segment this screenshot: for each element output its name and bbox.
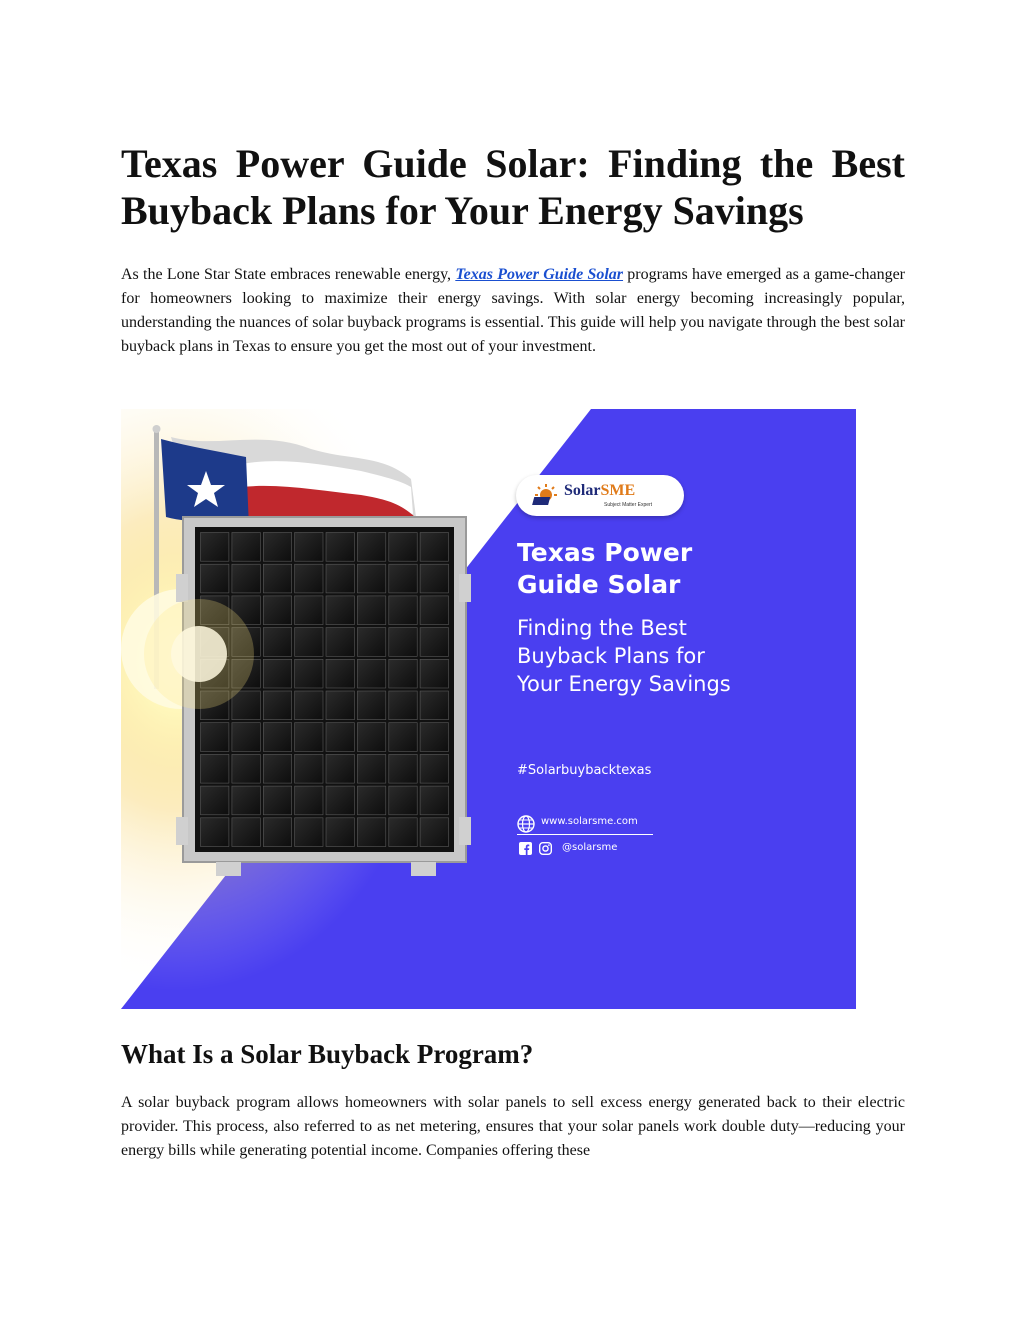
panel-cell bbox=[295, 596, 323, 625]
panel-cell bbox=[357, 786, 385, 815]
section-heading: What Is a Solar Buyback Program? bbox=[121, 1039, 534, 1069]
intro-text-after: programs have emerged as a game-changer for homeowners looking to maximize their energy savings. With solar energy becoming increasingly popular, understanding the nuances of solar buyback programs is essential. This guide will help you navigate through the best solar buyback plans in Texas to ensure you get the most out of your investment. bbox=[121, 266, 906, 355]
banner-artwork bbox=[121, 409, 856, 1009]
panel-cell bbox=[357, 691, 385, 720]
banner-heading-line-1: Texas Power bbox=[517, 538, 693, 567]
panel-cell bbox=[326, 754, 354, 783]
panel-cell bbox=[357, 564, 385, 593]
panel-cell bbox=[420, 754, 448, 783]
page-title bbox=[121, 140, 905, 234]
panel-cell bbox=[263, 533, 291, 562]
panel-cell bbox=[201, 564, 229, 593]
panel-cell bbox=[326, 533, 354, 562]
panel-cell bbox=[389, 786, 417, 815]
panel-cell bbox=[389, 596, 417, 625]
website-text: www.solarsme.com bbox=[541, 816, 638, 827]
panel-cell bbox=[389, 723, 417, 752]
panel-cell bbox=[295, 723, 323, 752]
panel-cell bbox=[295, 659, 323, 688]
banner-heading-line-2: Guide Solar bbox=[517, 570, 681, 599]
globe-icon bbox=[517, 815, 535, 833]
texas-power-guide-solar-link[interactable]: Texas Power Guide Solar bbox=[455, 266, 624, 283]
social-handle-text: @solarsme bbox=[562, 842, 618, 853]
banner-heading bbox=[517, 537, 847, 601]
banner-hashtag: #Solarbuybacktexas bbox=[517, 763, 652, 778]
panel-cell bbox=[263, 659, 291, 688]
panel-cell bbox=[232, 564, 260, 593]
panel-cell bbox=[389, 564, 417, 593]
panel-cell bbox=[232, 754, 260, 783]
panel-cell bbox=[232, 818, 260, 847]
panel-cell bbox=[295, 691, 323, 720]
panel-cell bbox=[295, 533, 323, 562]
panel-cell bbox=[420, 533, 448, 562]
panel-cell bbox=[326, 659, 354, 688]
title-line-2: Buyback Plans for Your Energy Savings bbox=[121, 188, 804, 233]
logo-accent-text: SME bbox=[600, 482, 636, 499]
panel-cell bbox=[389, 754, 417, 783]
instagram-icon bbox=[539, 842, 552, 855]
banner-website bbox=[517, 814, 653, 835]
banner-subheading-line-3: Your Energy Savings bbox=[517, 672, 731, 696]
banner-subheading bbox=[517, 614, 847, 698]
banner-subheading-line-1: Finding the Best bbox=[517, 616, 687, 640]
panel-cell bbox=[357, 659, 385, 688]
panel-cell bbox=[326, 628, 354, 657]
panel-cell bbox=[420, 628, 448, 657]
panel-cell bbox=[420, 723, 448, 752]
panel-cell bbox=[357, 818, 385, 847]
panel-cell bbox=[263, 691, 291, 720]
banner-subheading-line-2: Buyback Plans for bbox=[517, 644, 705, 668]
panel-cell bbox=[389, 628, 417, 657]
panel-cell bbox=[263, 723, 291, 752]
logo-tagline: Subject Matter Expert bbox=[604, 502, 653, 508]
panel-cell bbox=[357, 723, 385, 752]
intro-paragraph bbox=[121, 263, 905, 359]
panel-cell bbox=[326, 691, 354, 720]
panel-cell bbox=[326, 564, 354, 593]
title-line-1: Texas Power Guide Solar: Finding the Best bbox=[121, 141, 905, 186]
panel-cell bbox=[326, 723, 354, 752]
panel-cell bbox=[420, 596, 448, 625]
intro-text-before: As the Lone Star State embraces renewable energy, bbox=[121, 266, 456, 283]
panel-cell bbox=[263, 564, 291, 593]
panel-cell bbox=[295, 818, 323, 847]
panel-cell bbox=[201, 533, 229, 562]
panel-cell bbox=[232, 723, 260, 752]
panel-cell bbox=[232, 786, 260, 815]
solarsme-logo bbox=[516, 475, 684, 516]
panel-cell bbox=[295, 564, 323, 593]
panel-cell bbox=[232, 533, 260, 562]
panel-cell bbox=[295, 628, 323, 657]
logo-main-text: Solar bbox=[564, 482, 601, 499]
sun-logo-icon bbox=[532, 483, 560, 507]
panel-cell bbox=[389, 818, 417, 847]
panel-cell bbox=[357, 533, 385, 562]
panel-cell bbox=[326, 596, 354, 625]
panel-cell bbox=[263, 786, 291, 815]
panel-cell bbox=[420, 691, 448, 720]
panel-cell bbox=[201, 786, 229, 815]
panel-cell bbox=[201, 723, 229, 752]
panel-cell bbox=[263, 818, 291, 847]
logo-wordmark bbox=[564, 482, 635, 500]
panel-cell bbox=[326, 786, 354, 815]
panel-cell bbox=[420, 659, 448, 688]
panel-cell bbox=[389, 659, 417, 688]
panel-cell bbox=[295, 786, 323, 815]
panel-cell bbox=[420, 564, 448, 593]
panel-cell bbox=[420, 786, 448, 815]
panel-cell bbox=[263, 628, 291, 657]
panel-cell bbox=[201, 818, 229, 847]
panel-cell bbox=[326, 818, 354, 847]
panel-cell bbox=[389, 533, 417, 562]
promo-banner-image bbox=[121, 409, 856, 1009]
panel-cell bbox=[420, 818, 448, 847]
panel-cell bbox=[263, 596, 291, 625]
panel-cell bbox=[201, 754, 229, 783]
panel-cell bbox=[357, 596, 385, 625]
panel-cell bbox=[357, 754, 385, 783]
facebook-icon bbox=[519, 842, 532, 855]
panel-cell bbox=[232, 691, 260, 720]
panel-cell bbox=[357, 628, 385, 657]
section-body-paragraph: A solar buyback program allows homeowners with solar panels to sell excess energy generated back to their electric provider. This process, also referred to as net metering, ensures that your solar panels work double duty—reducing your energy bills while generating potential income. Companies offering these bbox=[121, 1094, 905, 1159]
panel-cell bbox=[263, 754, 291, 783]
panel-cell bbox=[389, 691, 417, 720]
panel-cell bbox=[295, 754, 323, 783]
